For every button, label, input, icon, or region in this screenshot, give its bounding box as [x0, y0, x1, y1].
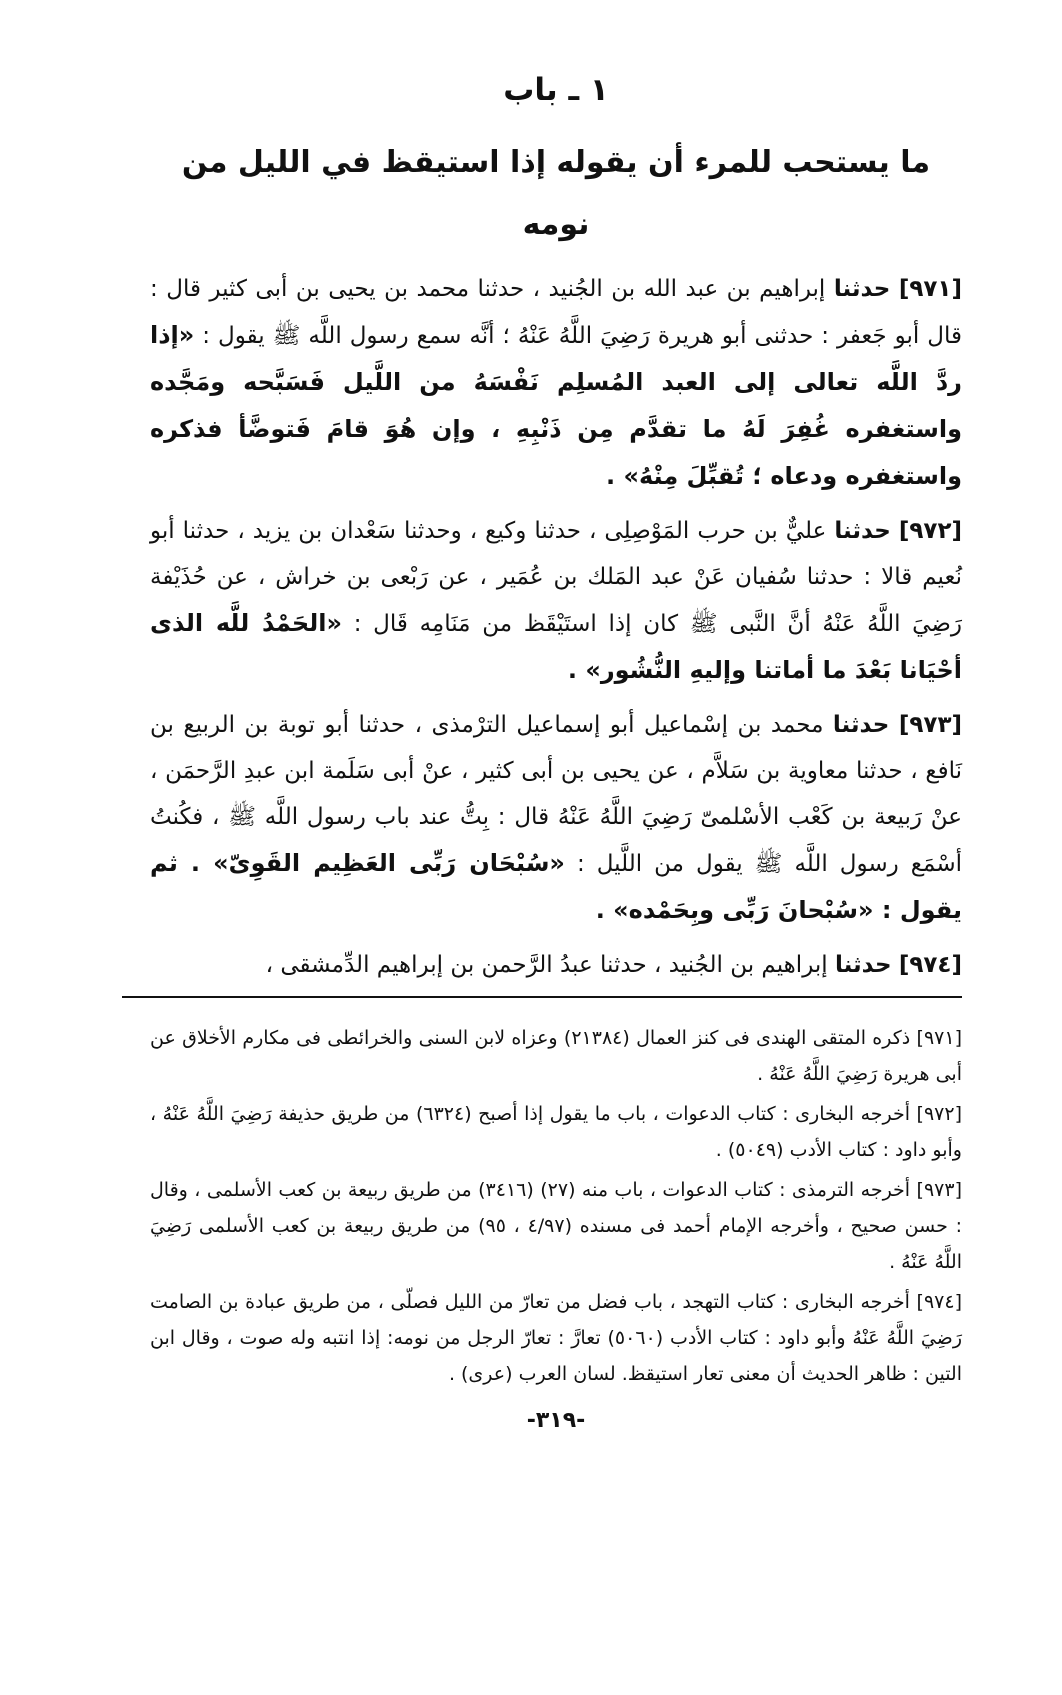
hadith-number: [٩٧٢] [898, 518, 963, 544]
hadith-972 [150, 508, 962, 694]
footnote-971: [٩٧١] ذكره المتقى الهندى فى كنز العمال (٢١٣٨٤) وعزاه لابن السنى والخرائطى فى مكارم الأخلاق عن أبى هريرة رَضِيَ اللَّهُ عَنْهُ . [150, 1027, 962, 1085]
hadith-lead: حدثنا [832, 712, 890, 738]
hadith-isnad: إبراهيم بن عبد الله بن الجُنيد ، حدثنا محمد بن يحيى بن أبى كثير قال : قال أبو جَعفر : حدثنى أبو هريرة رَضِيَ اللَّهُ عَنْهُ ؛ أنَّه سمع رسول اللَّه ﷺ يقول : [150, 276, 962, 349]
footnote-974: [٩٧٤] أخرجه البخارى : كتاب التهجد ، باب فضل من تعارّ من الليل فصلّى ، من طريق عبادة بن الصامت رَضِيَ اللَّهُ عَنْهُ وأبو داود : كتاب الأدب (٥٠٦٠) تعارَّ : تعارّ الرجل من نومه: إذا انتبه وله صوت ، وقال ابن التين : ظاهر الحديث أن معنى تعار استيقظ. لسان العرب (عرى) . [150, 1291, 962, 1385]
chapter-title: ما يستحب للمرء أن يقوله إذا استيقظ في الليل من نومه [181, 145, 931, 242]
hadith-number: [٩٧١] [898, 276, 962, 302]
hadith-isnad: إبراهيم بن الجُنيد ، حدثنا عبدُ الرَّحمن بن إبراهيم الدِّمشقى ، [265, 952, 828, 978]
hadith-isnad: محمد بن إسْماعيل أبو إسماعيل الترْمذى ، حدثنا أبو توبة بن الربيع بن نَافع ، حدثنا معاوية بن سَلاَّم ، عن يحيى بن أبى كثير ، عنْ أبى سَلَمة ابن عبدِ الرَّحمَن ، عنْ رَبيعة بن كَعْب الأسْلمىّ رَضِيَ اللَّهُ عَنْهُ قال : بِتُّ عند باب رسول اللَّه ﷺ ، فكُنتُ أسْمَع رسول اللَّه ﷺ يقول من اللَّيل : [150, 712, 963, 877]
hadith-lead: حدثنا [834, 518, 891, 544]
hadith-matn: «إذا ردَّ اللَّه تعالى إلى العبد المُسلِم نَفْسَهُ من اللَّيل فَسَبَّحه ومَجَّده واستغفره غُفِرَ لَهُ ما تقدَّم مِن ذَنْبِهِ ، وإن هُوَ قامَ فَتوضَّأ فذكره واستغفره ودعاه ؛ تُقبِّلَ مِنْهُ» . [150, 321, 962, 490]
hadith-matn: «الحَمْدُ للَّه الذى أحْيَانا بَعْدَ ما أماتنا وإليهِ النُّشُور» . [150, 609, 962, 684]
hadith-number: [٩٧٣] [898, 712, 963, 738]
footnotes [150, 1020, 962, 1392]
chapter-heading [150, 70, 962, 256]
hadith-971 [150, 266, 962, 500]
hadith-974 [150, 942, 962, 988]
hadith-matn: «سُبْحَان رَبِّى العَظِيم القَوِىّ» . ثم يقول : «سُبْحانَ رَبِّى وبِحَمْده» . [150, 849, 962, 924]
footnote-973: [٩٧٣] أخرجه الترمذى : كتاب الدعوات ، باب منه (٢٧) (٣٤١٦) من طريق ربيعة بن كعب الأسلمى ، وقال : حسن صحيح ، وأخرجه الإمام أحمد فى مسنده (٤/٩٧ ، ٩٥) من طريق ربيعة بن كعب الأسلمى رَضِيَ اللَّهُ عَنْهُ . [150, 1179, 962, 1273]
footnote-divider [122, 996, 962, 998]
hadith-973 [150, 702, 962, 934]
chapter-number: ١ ـ باب [503, 72, 609, 108]
hadith-isnad: عليٌّ بن حرب المَوْصِلِى ، حدثنا وكيع ، وحدثنا سَعْدان بن يزيد ، حدثنا أبو نُعيم قالا : حدثنا سُفيان عَنْ عبد المَلك بن عُمَير ، عن رَبْعى بن خراش ، عن حُذَيْفة رَضِيَ اللَّهُ عَنْهُ أنَّ النَّبى ﷺ كان إذا استَيْقَظ من مَنَامِه قَال : [150, 518, 962, 637]
hadith-number: [٩٧٤] [898, 952, 962, 978]
hadith-lead: حدثنا [833, 276, 891, 302]
hadith-lead: حدثنا [835, 952, 892, 978]
page-number: -٣١٩- [526, 1408, 586, 1433]
footnote-972: [٩٧٢] أخرجه البخارى : كتاب الدعوات ، باب ما يقول إذا أصبح (٦٣٢٤) من طريق حذيفة رَضِيَ اللَّهُ عَنْهُ ، وأبو داود : كتاب الأدب (٥٠٤٩) . [150, 1103, 963, 1161]
